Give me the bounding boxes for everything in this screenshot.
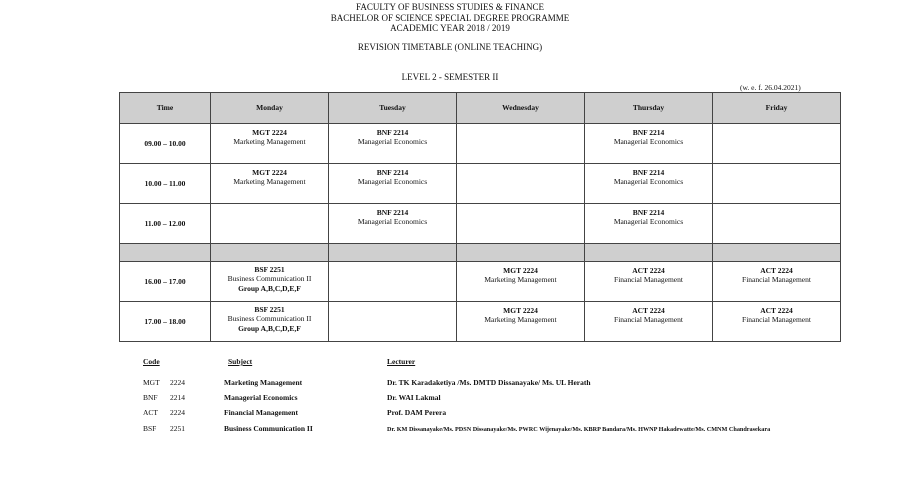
key-lecturer: Dr. TK Karadaketiya /Ms. DMTD Dissanayake/ Ms. UL Herath <box>387 378 591 387</box>
schedule-cell <box>457 204 585 244</box>
schedule-cell <box>329 164 457 204</box>
course-code: BNF 2214 <box>632 208 665 217</box>
column-header-tuesday: Tuesday <box>329 93 457 124</box>
table-row <box>120 164 841 204</box>
key-lecturer: Prof. DAM Perera <box>387 408 447 417</box>
schedule-cell <box>713 262 841 302</box>
schedule-cell <box>713 164 841 204</box>
schedule-cell <box>329 204 457 244</box>
separator-cell <box>329 244 457 262</box>
key-subject: Business Communication II <box>224 424 313 433</box>
key-lecturer: Dr. KM Dissanayake/Ms. PDSN Dissanayake/Ms. PWRC Wijenayake/Ms. KBRP Bandara/Ms. HWNP Hakadewatte/Ms. CMNM Chandrasekara <box>387 426 771 433</box>
faculty-heading: FACULTY OF BUSINESS STUDIES & FINANCE <box>356 2 544 12</box>
course-subject: Managerial Economics <box>357 137 428 147</box>
programme-heading: BACHELOR OF SCIENCE SPECIAL DEGREE PROGRAMME <box>330 13 570 23</box>
key-code-number: 2251 <box>170 424 185 433</box>
course-group: Group A,B,C,D,E,F <box>238 323 301 333</box>
schedule-cell <box>457 262 585 302</box>
academic-year-heading: ACADEMIC YEAR 2018 / 2019 <box>390 23 510 33</box>
separator-cell <box>585 244 713 262</box>
schedule-cell <box>211 302 329 342</box>
column-header-monday: Monday <box>211 93 329 124</box>
key-header-code: Code <box>143 357 160 366</box>
course-subject: Managerial Economics <box>613 217 684 227</box>
course-code: ACT 2224 <box>632 306 665 315</box>
effective-date: (w. e. f. 26.04.2021) <box>740 83 801 92</box>
time-slot: 09.00 – 10.00 <box>120 124 211 164</box>
key-header-lecturer: Lecturer <box>387 357 416 366</box>
schedule-cell <box>457 124 585 164</box>
key-subject: Financial Management <box>224 408 298 417</box>
course-code: BNF 2214 <box>376 128 409 137</box>
course-code: BSF 2251 <box>254 265 285 274</box>
schedule-cell <box>457 302 585 342</box>
schedule-cell <box>329 124 457 164</box>
key-code-number: 2214 <box>170 393 185 402</box>
timetable-header-row <box>120 93 841 124</box>
key-code-number: 2224 <box>170 408 185 417</box>
schedule-cell <box>713 302 841 342</box>
separator-cell <box>211 244 329 262</box>
key-code-number: 2224 <box>170 378 185 387</box>
course-subject: Marketing Management <box>233 137 306 147</box>
course-code: BNF 2214 <box>376 168 409 177</box>
schedule-cell <box>585 302 713 342</box>
schedule-cell <box>457 164 585 204</box>
course-subject: Managerial Economics <box>357 217 428 227</box>
course-subject: Business Communication II <box>227 274 312 284</box>
course-subject: Managerial Economics <box>357 177 428 187</box>
time-slot: 10.00 – 11.00 <box>120 164 211 204</box>
course-code: MGT 2224 <box>252 128 287 137</box>
interval-separator-row <box>120 244 841 262</box>
timetable-title: REVISION TIMETABLE (ONLINE TEACHING) <box>357 42 543 52</box>
course-subject: Marketing Management <box>484 315 557 325</box>
schedule-cell <box>329 262 457 302</box>
time-slot: 17.00 – 18.00 <box>120 302 211 342</box>
key-lecturer: Dr. WAI Lakmal <box>387 393 441 402</box>
key-code-prefix: BSF <box>143 424 157 433</box>
course-subject: Marketing Management <box>233 177 306 187</box>
schedule-cell <box>713 204 841 244</box>
course-code: BNF 2214 <box>632 128 665 137</box>
course-code: MGT 2224 <box>503 306 538 315</box>
course-code: BNF 2214 <box>376 208 409 217</box>
key-code-prefix: ACT <box>143 408 158 417</box>
course-code: ACT 2224 <box>760 306 793 315</box>
key-code-prefix: MGT <box>143 378 160 387</box>
separator-cell <box>457 244 585 262</box>
table-row <box>120 302 841 342</box>
column-header-thursday: Thursday <box>585 93 713 124</box>
schedule-cell <box>211 262 329 302</box>
key-subject: Marketing Management <box>224 378 303 387</box>
course-subject: Financial Management <box>614 315 683 325</box>
schedule-cell <box>211 204 329 244</box>
table-row <box>120 124 841 164</box>
column-header-wednesday: Wednesday <box>457 93 585 124</box>
table-row <box>120 204 841 244</box>
course-subject: Financial Management <box>614 275 683 285</box>
level-semester-heading: LEVEL 2 - SEMESTER II <box>401 72 499 82</box>
course-code: BNF 2214 <box>632 168 665 177</box>
course-code: BSF 2251 <box>254 305 285 314</box>
course-code: MGT 2224 <box>503 266 538 275</box>
course-subject: Marketing Management <box>484 275 557 285</box>
separator-cell <box>713 244 841 262</box>
schedule-cell <box>585 204 713 244</box>
key-header-subject: Subject <box>228 357 253 366</box>
schedule-cell <box>329 302 457 342</box>
column-header-time: Time <box>120 93 211 124</box>
column-header-friday: Friday <box>713 93 841 124</box>
course-code: ACT 2224 <box>760 266 793 275</box>
course-group: Group A,B,C,D,E,F <box>238 283 301 293</box>
course-subject: Business Communication II <box>227 314 312 324</box>
course-subject: Financial Management <box>742 315 811 325</box>
time-slot: 16.00 – 17.00 <box>120 262 211 302</box>
course-code: MGT 2224 <box>252 168 287 177</box>
schedule-cell <box>585 124 713 164</box>
schedule-cell <box>211 124 329 164</box>
timetable-grid <box>119 92 841 342</box>
course-code: ACT 2224 <box>632 266 665 275</box>
course-subject: Managerial Economics <box>613 137 684 147</box>
key-code-prefix: BNF <box>143 393 158 402</box>
separator-cell <box>120 244 211 262</box>
schedule-cell <box>713 124 841 164</box>
course-subject: Financial Management <box>742 275 811 285</box>
schedule-cell <box>211 164 329 204</box>
course-subject: Managerial Economics <box>613 177 684 187</box>
time-slot: 11.00 – 12.00 <box>120 204 211 244</box>
table-row <box>120 262 841 302</box>
schedule-cell <box>585 164 713 204</box>
schedule-cell <box>585 262 713 302</box>
key-subject: Managerial Economics <box>224 393 298 402</box>
